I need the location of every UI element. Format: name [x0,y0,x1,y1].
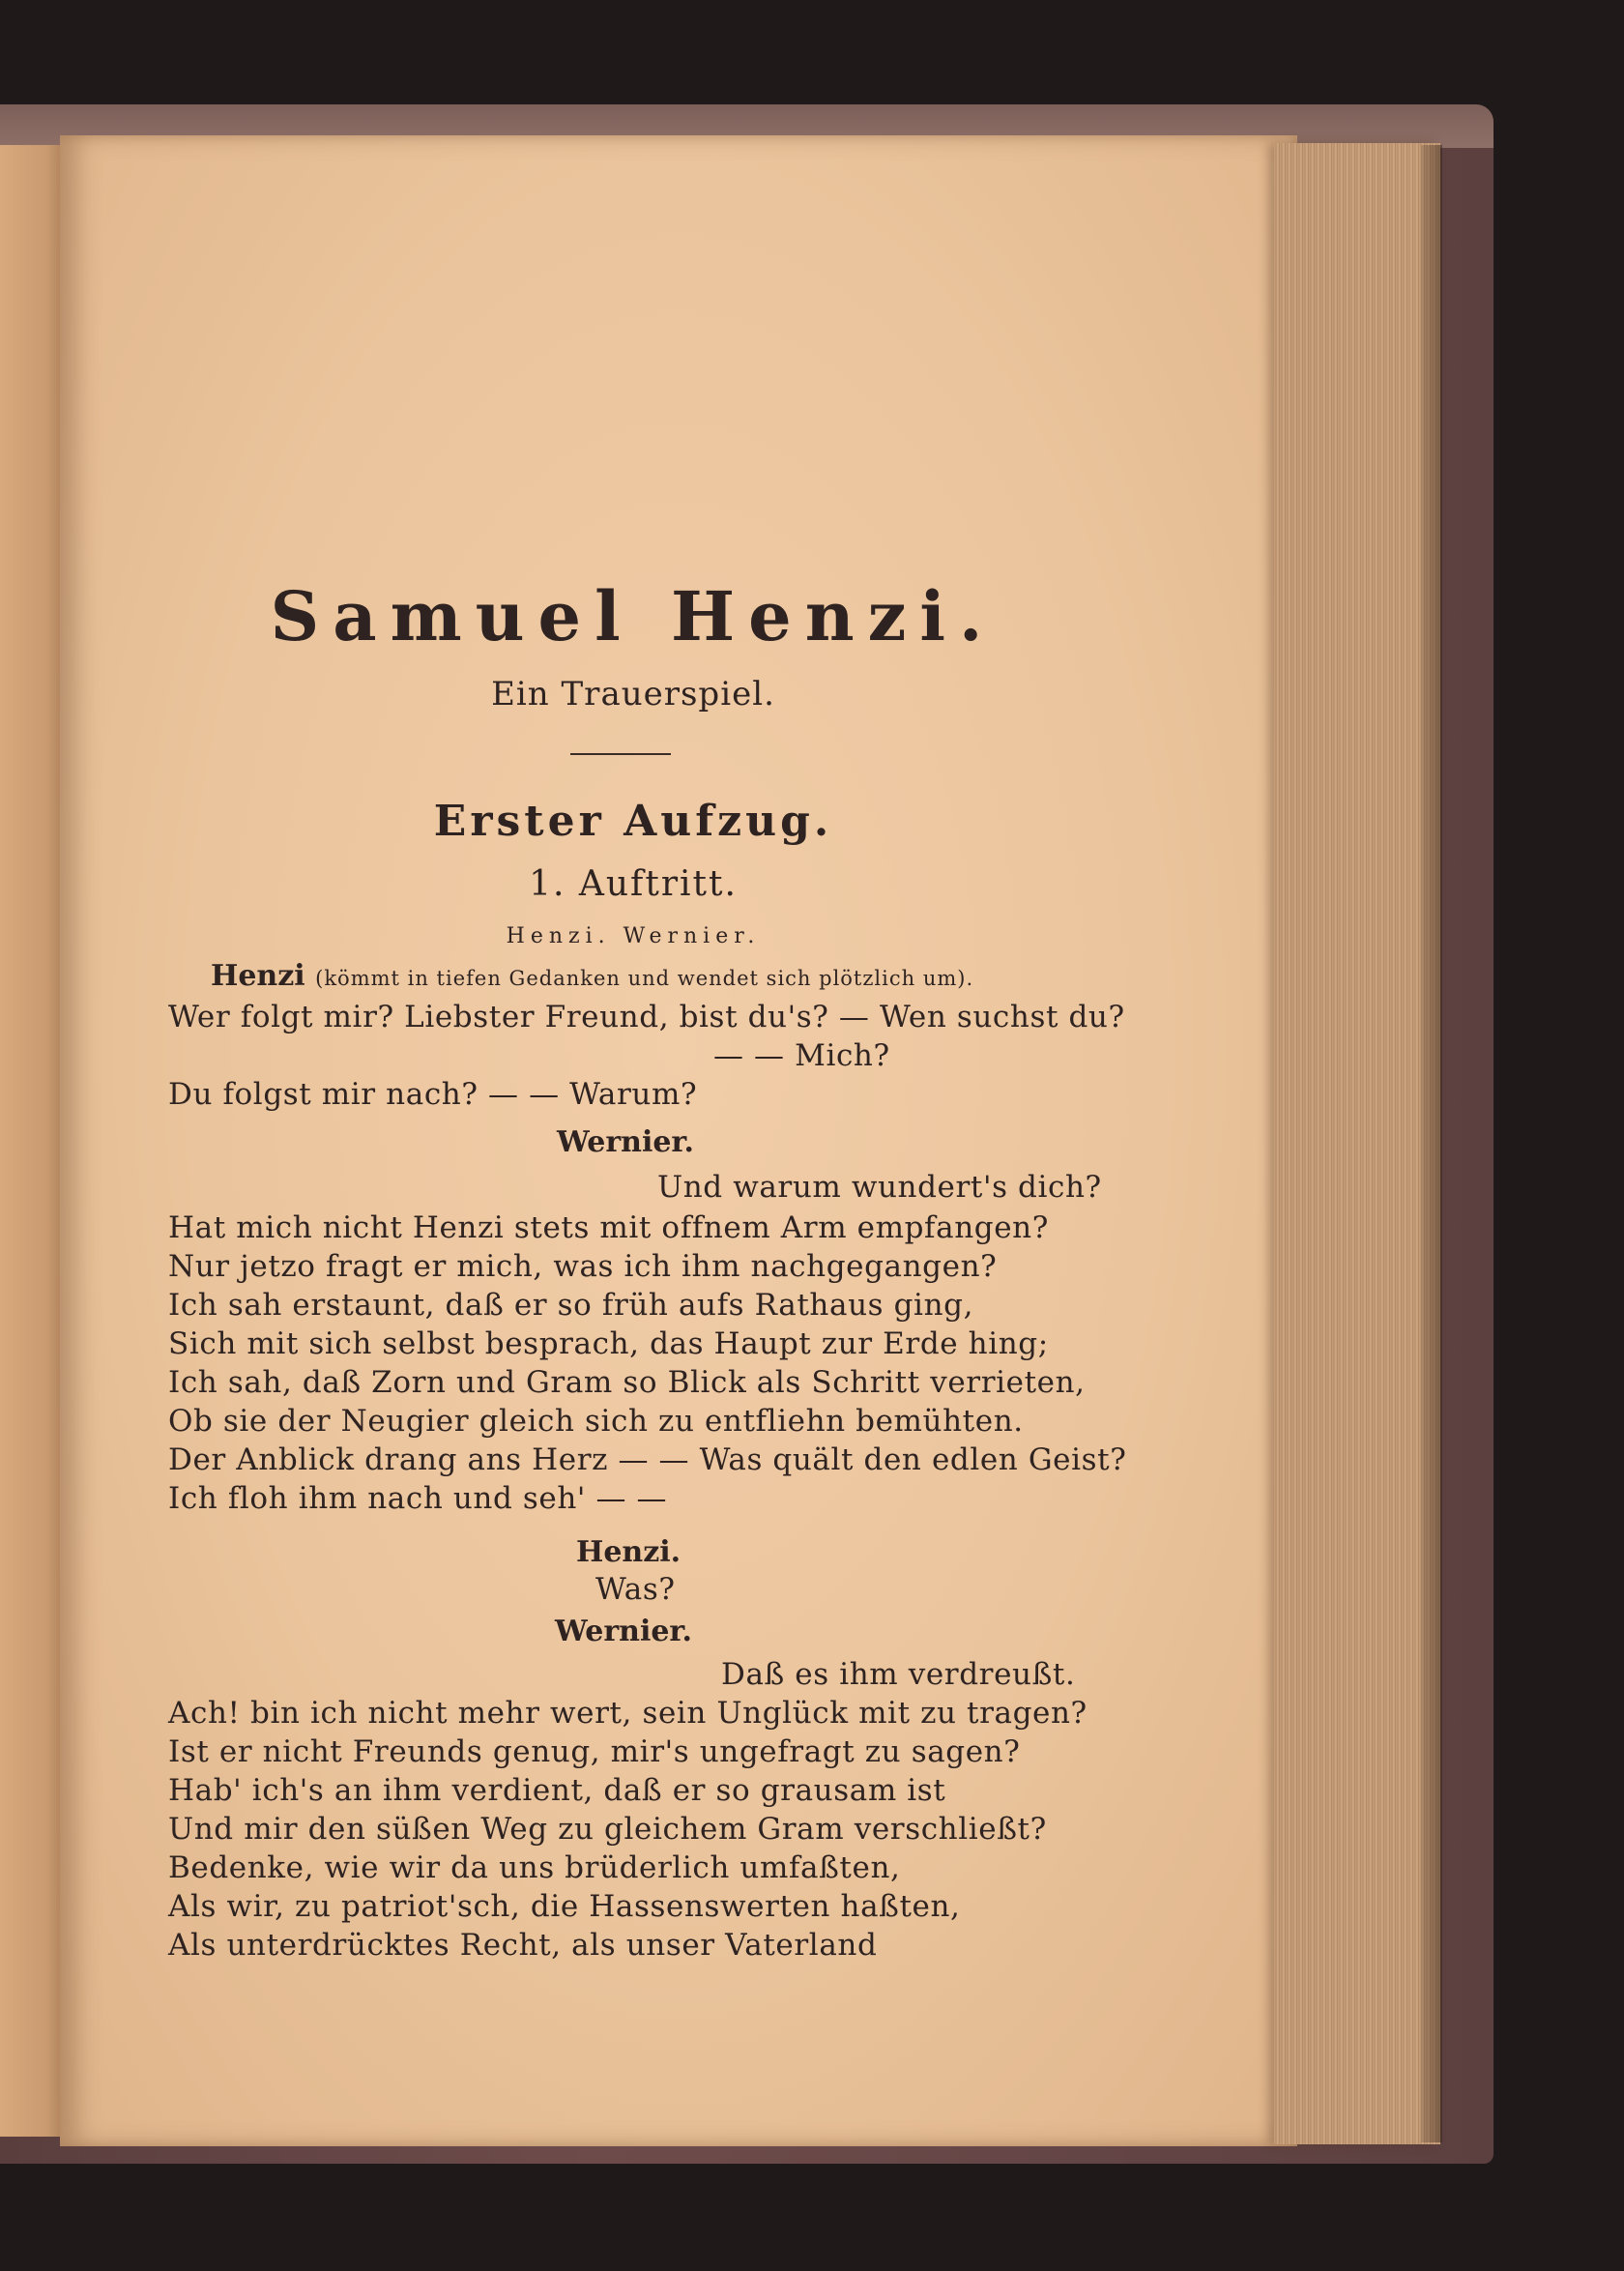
speaker-heading: Wernier. [555,1615,692,1648]
title-divider [570,753,671,755]
verse-line: Hat mich nicht Henzi stets mit offnem Arm empfangen? [168,1210,1049,1245]
verse-line: Sich mit sich selbst besprach, das Haupt zur Erde hing; [168,1326,1049,1361]
play-title: Samuel Henzi. [270,576,997,656]
verse-line: Bedenke, wie wir da uns brüderlich umfaßten, [168,1850,901,1885]
verse-line: Ich sah erstaunt, daß er so früh aufs Rathaus ging, [168,1288,974,1323]
verse-line: Ob sie der Neugier gleich sich zu entfliehn bemühten. [168,1404,1024,1439]
verse-line: Ich sah, daß Zorn und Gram so Blick als Schritt verrieten, [168,1365,1086,1400]
verse-line: Ist er nicht Freunds genug, mir's ungefragt zu sagen? [168,1734,1021,1769]
stage-direction: (kömmt in tiefen Gedanken und wendet sich plötzlich um). [315,967,974,990]
speaker-heading: Henzi. [576,1535,682,1569]
verse-line: Hab' ich's an ihm verdient, daß er so grausam ist [168,1773,946,1808]
speaker-name: Henzi [211,959,305,993]
verse-line: Und warum wundert's dich? [657,1170,1102,1205]
verse-line: Nur jetzo fragt er mich, was ich ihm nachgegangen? [168,1249,998,1284]
verse-line: Daß es ihm verdreußt. [721,1657,1076,1692]
act-heading: Erster Aufzug. [433,797,833,846]
scene-persons: Henzi. Wernier. [506,924,761,948]
verse-line: Wer folgt mir? Liebster Freund, bist du's? — Wen suchst du? [168,1000,1125,1034]
fore-edge-shadow [1421,145,1442,2142]
verse-line: Ach! bin ich nicht mehr wert, sein Unglück mit zu tragen? [168,1696,1088,1731]
verse-line: Was? [595,1572,676,1607]
play-subtitle: Ein Trauerspiel. [491,675,775,713]
verse-line: Als unterdrücktes Recht, als unser Vaterland [168,1928,878,1963]
verse-line: Ich floh ihm nach und seh' — — [168,1481,668,1516]
verse-line: Und mir den süßen Weg zu gleichem Gram verschließt? [168,1812,1047,1847]
scene-heading: 1. Auftritt. [529,864,738,904]
speaker-line-henzi [211,959,973,993]
speaker-heading: Wernier. [557,1125,694,1159]
page-fore-edge [1274,143,1440,2144]
left-page-edge [0,145,68,2137]
verse-line: Als wir, zu patriot'sch, die Hassenswerten haßten, [168,1889,961,1924]
verse-line: — — Mich? [713,1038,890,1073]
verse-line: Der Anblick drang ans Herz — — Was quält den edlen Geist? [168,1442,1127,1477]
verse-line: Du folgst mir nach? — — Warum? [168,1077,698,1112]
